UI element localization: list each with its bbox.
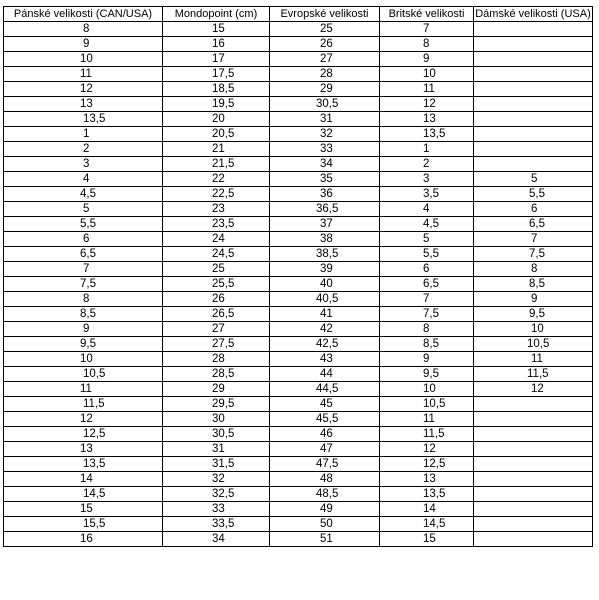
womens-size-cell: 11 bbox=[474, 352, 593, 367]
mondopoint-cell: 31,5 bbox=[163, 457, 270, 472]
womens-size-cell bbox=[474, 82, 593, 97]
table-row bbox=[4, 352, 593, 367]
british-size-cell: 8 bbox=[380, 37, 474, 52]
european-size-cell: 43 bbox=[270, 352, 380, 367]
british-size-cell: 13 bbox=[380, 112, 474, 127]
european-size-cell: 33 bbox=[270, 142, 380, 157]
table-row bbox=[4, 52, 593, 67]
womens-size-cell: 6 bbox=[474, 202, 593, 217]
british-size-cell: 11,5 bbox=[380, 427, 474, 442]
british-size-cell: 4 bbox=[380, 202, 474, 217]
european-size-cell: 37 bbox=[270, 217, 380, 232]
table-row bbox=[4, 427, 593, 442]
mondopoint-cell: 19,5 bbox=[163, 97, 270, 112]
european-size-cell: 48,5 bbox=[270, 487, 380, 502]
table-row bbox=[4, 412, 593, 427]
british-size-cell: 6,5 bbox=[380, 277, 474, 292]
table-row bbox=[4, 157, 593, 172]
table-body bbox=[4, 22, 593, 547]
womens-size-cell: 12 bbox=[474, 382, 593, 397]
mens-size-cell: 15,5 bbox=[4, 517, 163, 532]
european-size-cell: 25 bbox=[270, 22, 380, 37]
mens-size-cell: 16 bbox=[4, 532, 163, 547]
british-size-cell: 9 bbox=[380, 352, 474, 367]
table-row bbox=[4, 532, 593, 547]
womens-size-cell bbox=[474, 457, 593, 472]
mens-size-cell: 10 bbox=[4, 352, 163, 367]
mens-size-cell: 14,5 bbox=[4, 487, 163, 502]
womens-size-cell: 11,5 bbox=[474, 367, 593, 382]
mondopoint-cell: 23 bbox=[163, 202, 270, 217]
mens-size-cell: 15 bbox=[4, 502, 163, 517]
british-size-cell: 2 bbox=[380, 157, 474, 172]
header-mondopoint: Mondopoint (cm) bbox=[163, 7, 270, 22]
british-size-cell: 10 bbox=[380, 67, 474, 82]
table-row bbox=[4, 502, 593, 517]
european-size-cell: 46 bbox=[270, 427, 380, 442]
european-size-cell: 42,5 bbox=[270, 337, 380, 352]
european-size-cell: 38,5 bbox=[270, 247, 380, 262]
mondopoint-cell: 21,5 bbox=[163, 157, 270, 172]
mens-size-cell: 9 bbox=[4, 37, 163, 52]
womens-size-cell bbox=[474, 397, 593, 412]
mondopoint-cell: 26,5 bbox=[163, 307, 270, 322]
mens-size-cell: 8,5 bbox=[4, 307, 163, 322]
table-row bbox=[4, 217, 593, 232]
european-size-cell: 36,5 bbox=[270, 202, 380, 217]
british-size-cell: 8,5 bbox=[380, 337, 474, 352]
table-row bbox=[4, 472, 593, 487]
mondopoint-cell: 34 bbox=[163, 532, 270, 547]
british-size-cell: 10 bbox=[380, 382, 474, 397]
mens-size-cell: 11 bbox=[4, 67, 163, 82]
table-row bbox=[4, 262, 593, 277]
mondopoint-cell: 18,5 bbox=[163, 82, 270, 97]
mondopoint-cell: 33,5 bbox=[163, 517, 270, 532]
british-size-cell: 12 bbox=[380, 442, 474, 457]
mens-size-cell: 5 bbox=[4, 202, 163, 217]
table-row bbox=[4, 367, 593, 382]
mens-size-cell: 12 bbox=[4, 82, 163, 97]
mondopoint-cell: 16 bbox=[163, 37, 270, 52]
european-size-cell: 32 bbox=[270, 127, 380, 142]
table-row bbox=[4, 37, 593, 52]
mens-size-cell: 8 bbox=[4, 22, 163, 37]
european-size-cell: 27 bbox=[270, 52, 380, 67]
womens-size-cell bbox=[474, 517, 593, 532]
mens-size-cell: 11 bbox=[4, 382, 163, 397]
womens-size-cell bbox=[474, 157, 593, 172]
mondopoint-cell: 27 bbox=[163, 322, 270, 337]
table-row bbox=[4, 487, 593, 502]
mens-size-cell: 4 bbox=[4, 172, 163, 187]
mondopoint-cell: 20 bbox=[163, 112, 270, 127]
size-conversion-table bbox=[3, 6, 593, 547]
table-row bbox=[4, 127, 593, 142]
mondopoint-cell: 33 bbox=[163, 502, 270, 517]
womens-size-cell bbox=[474, 142, 593, 157]
european-size-cell: 45,5 bbox=[270, 412, 380, 427]
womens-size-cell bbox=[474, 127, 593, 142]
header-mens-sizes: Pánské velikosti (CAN/USA) bbox=[4, 7, 163, 22]
european-size-cell: 40,5 bbox=[270, 292, 380, 307]
table-row bbox=[4, 97, 593, 112]
mens-size-cell: 13 bbox=[4, 442, 163, 457]
british-size-cell: 3,5 bbox=[380, 187, 474, 202]
european-size-cell: 45 bbox=[270, 397, 380, 412]
womens-size-cell bbox=[474, 442, 593, 457]
european-size-cell: 42 bbox=[270, 322, 380, 337]
header-row bbox=[4, 7, 593, 22]
womens-size-cell bbox=[474, 472, 593, 487]
table-row bbox=[4, 277, 593, 292]
european-size-cell: 48 bbox=[270, 472, 380, 487]
mondopoint-cell: 28 bbox=[163, 352, 270, 367]
british-size-cell: 9,5 bbox=[380, 367, 474, 382]
european-size-cell: 44 bbox=[270, 367, 380, 382]
mens-size-cell: 2 bbox=[4, 142, 163, 157]
womens-size-cell bbox=[474, 502, 593, 517]
table-row bbox=[4, 382, 593, 397]
mens-size-cell: 9 bbox=[4, 322, 163, 337]
mondopoint-cell: 30,5 bbox=[163, 427, 270, 442]
european-size-cell: 51 bbox=[270, 532, 380, 547]
mens-size-cell: 13 bbox=[4, 97, 163, 112]
british-size-cell: 3 bbox=[380, 172, 474, 187]
mens-size-cell: 9,5 bbox=[4, 337, 163, 352]
mens-size-cell: 1 bbox=[4, 127, 163, 142]
womens-size-cell bbox=[474, 97, 593, 112]
british-size-cell: 12,5 bbox=[380, 457, 474, 472]
mondopoint-cell: 25 bbox=[163, 262, 270, 277]
european-size-cell: 29 bbox=[270, 82, 380, 97]
womens-size-cell: 8 bbox=[474, 262, 593, 277]
european-size-cell: 38 bbox=[270, 232, 380, 247]
british-size-cell: 11 bbox=[380, 412, 474, 427]
table-row bbox=[4, 442, 593, 457]
womens-size-cell: 10 bbox=[474, 322, 593, 337]
european-size-cell: 28 bbox=[270, 67, 380, 82]
british-size-cell: 10,5 bbox=[380, 397, 474, 412]
table-row bbox=[4, 397, 593, 412]
table-row bbox=[4, 112, 593, 127]
womens-size-cell bbox=[474, 67, 593, 82]
mens-size-cell: 10 bbox=[4, 52, 163, 67]
mens-size-cell: 8 bbox=[4, 292, 163, 307]
womens-size-cell bbox=[474, 22, 593, 37]
mens-size-cell: 12,5 bbox=[4, 427, 163, 442]
womens-size-cell: 5,5 bbox=[474, 187, 593, 202]
british-size-cell: 13,5 bbox=[380, 487, 474, 502]
mondopoint-cell: 24 bbox=[163, 232, 270, 247]
mondopoint-cell: 29 bbox=[163, 382, 270, 397]
womens-size-cell bbox=[474, 412, 593, 427]
mondopoint-cell: 27,5 bbox=[163, 337, 270, 352]
womens-size-cell bbox=[474, 532, 593, 547]
mondopoint-cell: 32 bbox=[163, 472, 270, 487]
header-british-sizes: Britské velikosti bbox=[380, 7, 474, 22]
british-size-cell: 11 bbox=[380, 82, 474, 97]
british-size-cell: 5 bbox=[380, 232, 474, 247]
european-size-cell: 41 bbox=[270, 307, 380, 322]
mens-size-cell: 13,5 bbox=[4, 112, 163, 127]
table-row bbox=[4, 247, 593, 262]
european-size-cell: 50 bbox=[270, 517, 380, 532]
european-size-cell: 40 bbox=[270, 277, 380, 292]
womens-size-cell bbox=[474, 37, 593, 52]
european-size-cell: 34 bbox=[270, 157, 380, 172]
mens-size-cell: 13,5 bbox=[4, 457, 163, 472]
table-row bbox=[4, 67, 593, 82]
mens-size-cell: 6 bbox=[4, 232, 163, 247]
mens-size-cell: 7 bbox=[4, 262, 163, 277]
mondopoint-cell: 32,5 bbox=[163, 487, 270, 502]
british-size-cell: 9 bbox=[380, 52, 474, 67]
mondopoint-cell: 29,5 bbox=[163, 397, 270, 412]
british-size-cell: 7 bbox=[380, 22, 474, 37]
mens-size-cell: 14 bbox=[4, 472, 163, 487]
european-size-cell: 35 bbox=[270, 172, 380, 187]
european-size-cell: 26 bbox=[270, 37, 380, 52]
table-row bbox=[4, 337, 593, 352]
european-size-cell: 30,5 bbox=[270, 97, 380, 112]
mens-size-cell: 10,5 bbox=[4, 367, 163, 382]
table-header bbox=[4, 7, 593, 22]
british-size-cell: 7 bbox=[380, 292, 474, 307]
womens-size-cell: 10,5 bbox=[474, 337, 593, 352]
mondopoint-cell: 21 bbox=[163, 142, 270, 157]
european-size-cell: 47,5 bbox=[270, 457, 380, 472]
mondopoint-cell: 17 bbox=[163, 52, 270, 67]
british-size-cell: 14,5 bbox=[380, 517, 474, 532]
table-row bbox=[4, 232, 593, 247]
european-size-cell: 44,5 bbox=[270, 382, 380, 397]
table-row bbox=[4, 457, 593, 472]
british-size-cell: 13 bbox=[380, 472, 474, 487]
mens-size-cell: 7,5 bbox=[4, 277, 163, 292]
mondopoint-cell: 20,5 bbox=[163, 127, 270, 142]
table-row bbox=[4, 142, 593, 157]
header-european-sizes: Evropské velikosti bbox=[270, 7, 380, 22]
british-size-cell: 14 bbox=[380, 502, 474, 517]
womens-size-cell bbox=[474, 112, 593, 127]
mondopoint-cell: 28,5 bbox=[163, 367, 270, 382]
british-size-cell: 15 bbox=[380, 532, 474, 547]
british-size-cell: 13,5 bbox=[380, 127, 474, 142]
mondopoint-cell: 24,5 bbox=[163, 247, 270, 262]
womens-size-cell: 7 bbox=[474, 232, 593, 247]
womens-size-cell: 5 bbox=[474, 172, 593, 187]
womens-size-cell: 6,5 bbox=[474, 217, 593, 232]
womens-size-cell bbox=[474, 52, 593, 67]
womens-size-cell: 7,5 bbox=[474, 247, 593, 262]
mondopoint-cell: 26 bbox=[163, 292, 270, 307]
british-size-cell: 6 bbox=[380, 262, 474, 277]
british-size-cell: 5,5 bbox=[380, 247, 474, 262]
table-row bbox=[4, 172, 593, 187]
womens-size-cell: 9,5 bbox=[474, 307, 593, 322]
womens-size-cell bbox=[474, 487, 593, 502]
mens-size-cell: 11,5 bbox=[4, 397, 163, 412]
table-row bbox=[4, 82, 593, 97]
mondopoint-cell: 17,5 bbox=[163, 67, 270, 82]
mens-size-cell: 4,5 bbox=[4, 187, 163, 202]
mondopoint-cell: 30 bbox=[163, 412, 270, 427]
british-size-cell: 4,5 bbox=[380, 217, 474, 232]
womens-size-cell: 8,5 bbox=[474, 277, 593, 292]
british-size-cell: 7,5 bbox=[380, 307, 474, 322]
european-size-cell: 31 bbox=[270, 112, 380, 127]
mondopoint-cell: 23,5 bbox=[163, 217, 270, 232]
european-size-cell: 47 bbox=[270, 442, 380, 457]
mondopoint-cell: 22,5 bbox=[163, 187, 270, 202]
mens-size-cell: 5,5 bbox=[4, 217, 163, 232]
table-row bbox=[4, 517, 593, 532]
table-row bbox=[4, 322, 593, 337]
header-womens-sizes: Dámské velikosti (USA) bbox=[475, 8, 591, 20]
table-row bbox=[4, 22, 593, 37]
british-size-cell: 12 bbox=[380, 97, 474, 112]
table-row bbox=[4, 307, 593, 322]
table-row bbox=[4, 292, 593, 307]
mens-size-cell: 12 bbox=[4, 412, 163, 427]
european-size-cell: 49 bbox=[270, 502, 380, 517]
mens-size-cell: 6,5 bbox=[4, 247, 163, 262]
mondopoint-cell: 22 bbox=[163, 172, 270, 187]
womens-size-cell: 9 bbox=[474, 292, 593, 307]
womens-size-cell bbox=[474, 427, 593, 442]
mondopoint-cell: 15 bbox=[163, 22, 270, 37]
mondopoint-cell: 31 bbox=[163, 442, 270, 457]
table-row bbox=[4, 187, 593, 202]
table-row bbox=[4, 202, 593, 217]
european-size-cell: 39 bbox=[270, 262, 380, 277]
mens-size-cell: 3 bbox=[4, 157, 163, 172]
british-size-cell: 8 bbox=[380, 322, 474, 337]
mondopoint-cell: 25,5 bbox=[163, 277, 270, 292]
european-size-cell: 36 bbox=[270, 187, 380, 202]
british-size-cell: 1 bbox=[380, 142, 474, 157]
